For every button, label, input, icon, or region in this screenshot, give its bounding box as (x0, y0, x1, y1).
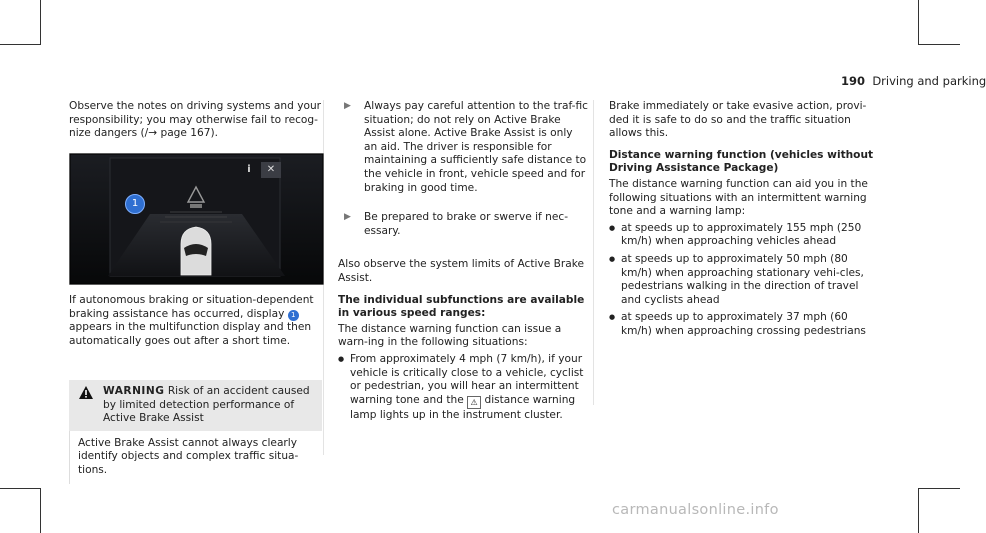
list-item: ● at speeds up to approximately 50 mph (80 km/h) when approaching stationary vehi-cles, pedestrians walking in the direction of travel and cyclists ahead (609, 253, 874, 307)
speed-bullet-list (609, 222, 874, 339)
column-left-lower (69, 294, 322, 356)
crop-mark (918, 44, 960, 45)
system-limits-note: Also observe the system limits of Active Brake Assist. (338, 258, 585, 284)
distance-warning-heading: Distance warning function (vehicles without Driving Assistance Package) (609, 148, 874, 175)
page-number: 190 (841, 74, 866, 88)
distance-warning-intro: The distance warning function can aid you in the following situations with an intermittent warning tone and a warning lamp: (609, 177, 868, 218)
display-close-icon[interactable]: ✕ (261, 162, 281, 178)
display-graphic (70, 154, 323, 284)
arrow-instruction: ▶ Be prepared to brake or swerve if nec-essary. (338, 211, 588, 238)
inline-callout-1: 1 (288, 310, 299, 321)
subfunctions-heading: The individual subfunctions are available in various speed ranges: (338, 293, 585, 320)
crop-mark (0, 44, 41, 45)
list-item: ● at speeds up to approximately 37 mph (60 km/h) when approaching crossing pedestrians (609, 311, 874, 338)
warning-header (69, 380, 322, 431)
section-title: Driving and parking (872, 74, 986, 88)
crop-mark (40, 488, 41, 533)
warning-triangle-icon (79, 386, 93, 404)
crop-mark (0, 488, 41, 489)
column-middle (338, 100, 588, 426)
watermark: carmanualsonline.info (612, 502, 779, 518)
warning-title: Risk of an accident caused by limited detection performance of Active Brake Assist (103, 385, 310, 425)
distance-warning-lamp-icon: ⚠ (467, 396, 481, 409)
multifunction-display-image (69, 153, 324, 285)
warning-intro: The distance warning function can issue a warn-ing in the following situations: (338, 322, 562, 349)
list-item: ● at speeds up to approximately 155 mph (250 km/h) when approaching vehicles ahead (609, 222, 874, 249)
display-callout-1: 1 (125, 194, 145, 214)
column-divider (593, 100, 594, 405)
display-explanation: If autonomous braking or situation-dependent braking assistance has occurred, display 1 appears in the multifunction display and then automatically goes out after a short time. (69, 294, 314, 347)
list-item: ● From approximately 4 mph (7 km/h), if your vehicle is critically close to a vehicle, cyclist or pedestrian, you will hear an intermittent warning tone and the ⚠ distance warning lamp lights up in the instrument cluster. (338, 353, 588, 422)
column-right (609, 100, 874, 343)
crop-mark (918, 488, 960, 489)
crop-mark (918, 0, 919, 45)
intro-paragraph: Observe the notes on driving systems and your responsibility; you may otherwise fail to recog-nize dangers (/→ page 167). (69, 100, 322, 140)
speed-bullet-list (338, 353, 588, 422)
page-header (841, 74, 986, 88)
warning-body: Active Brake Assist cannot always clearly identify objects and complex traffic situa-tions. (69, 431, 322, 484)
crop-mark (918, 488, 919, 533)
crop-mark (40, 0, 41, 45)
brake-paragraph: Brake immediately or take evasive action, provi-ded it is safe to do so and the traffic situation allows this. (609, 100, 867, 140)
arrow-instruction: ▶ Always pay careful attention to the traf-fic situation; do not rely on Active Brake Assist alone. Active Brake Assist is only an aid. The driver is responsible for maintaining a sufficiently safe distance to the vehicle in front, vehicle speed and for braking in good time. (338, 100, 588, 195)
column-left (69, 100, 322, 149)
display-info-icon[interactable]: i (247, 164, 251, 175)
warning-box (69, 380, 322, 484)
warning-label: WARNING (103, 385, 165, 397)
